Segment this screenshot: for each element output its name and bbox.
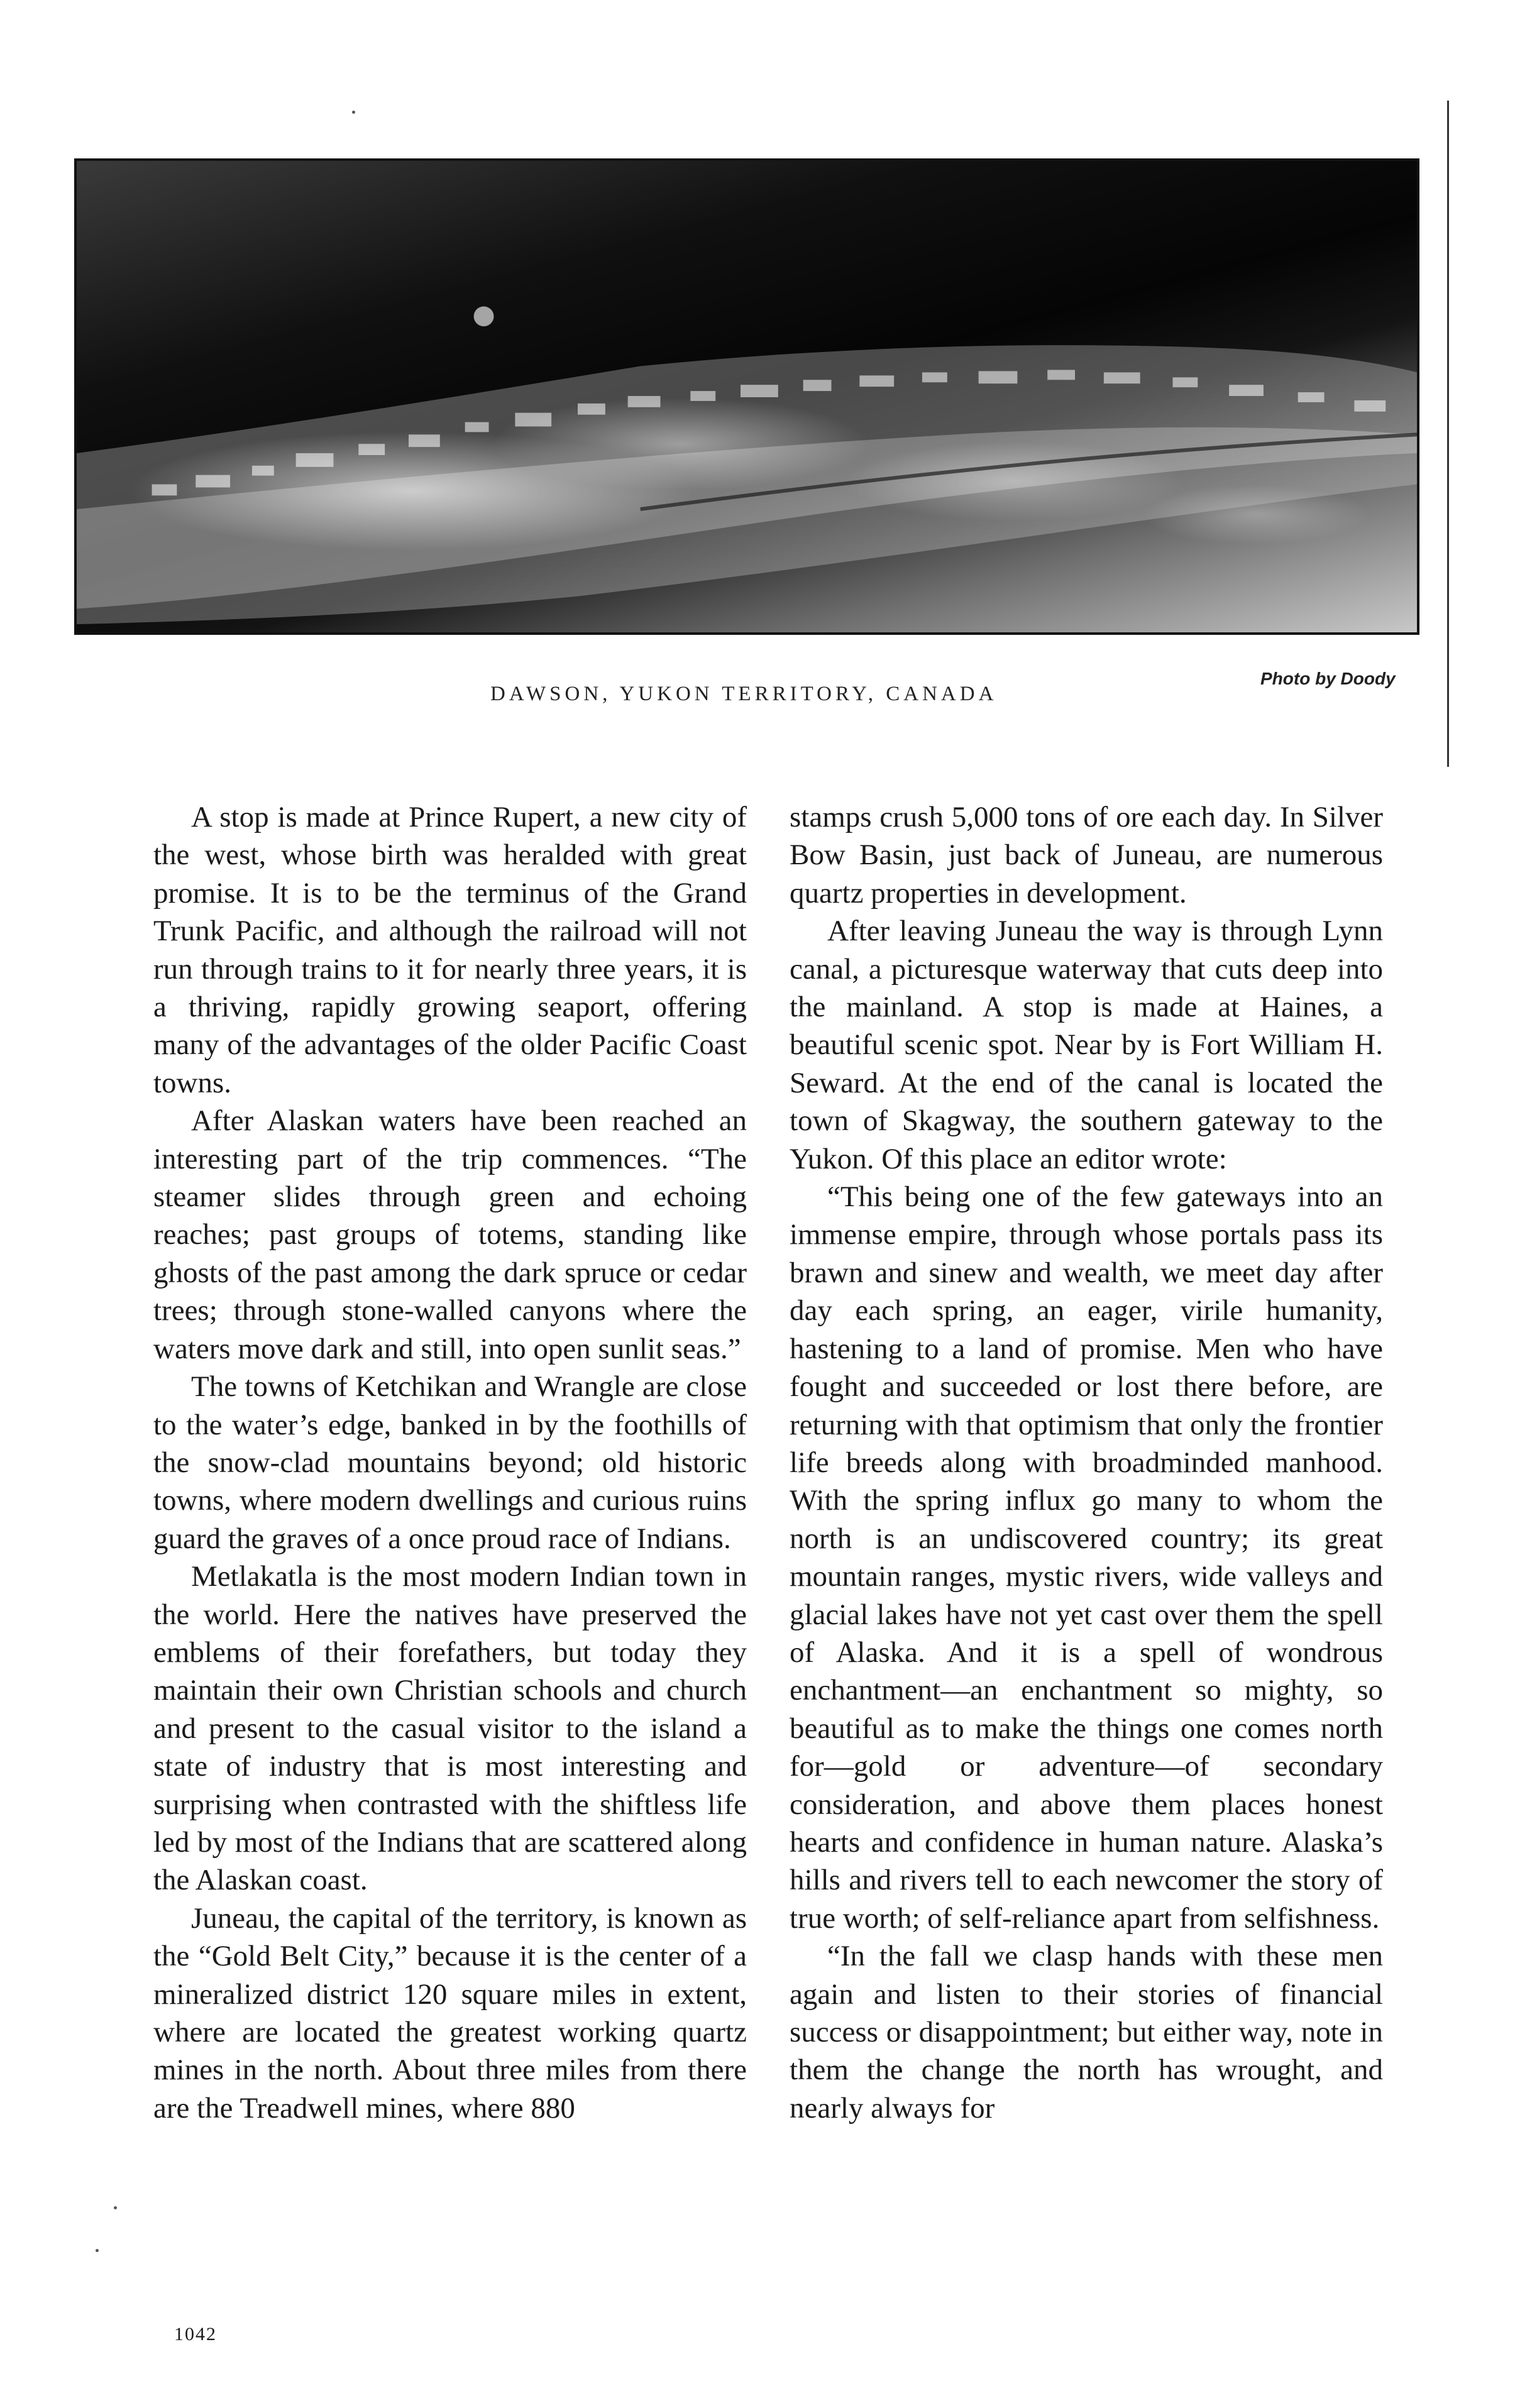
margin-rule [1447, 101, 1449, 767]
left-column [153, 798, 747, 2127]
print-speck [352, 111, 355, 114]
paragraph: The towns of Ketchikan and Wrangle are close to the water’s edge, banked in by the foothills of the snow-clad mountains beyond; old historic towns, where modern dwellings and curious ruins guard the graves of a once proud race of Indians. [153, 1370, 747, 1555]
paragraph: Juneau, the capital of the territory, is known as the “Gold Belt City,” because it is the center of a mineralized district 120 square miles in extent, where are located the greatest working quartz mines in the north. About three miles from there are the Treadwell mines, where 880 [153, 1901, 747, 2125]
town-silhouette [77, 161, 1417, 632]
page-number: 1042 [174, 2324, 217, 2345]
dawson-photograph [74, 158, 1419, 635]
photo-caption: DAWSON, YUKON TERRITORY, CANADA [490, 683, 998, 705]
paragraph: A stop is made at Prince Rupert, a new city of the west, whose birth was heralded with great promise. It is to be the terminus of the Grand Trunk Pacific, and although the railroad will not run through trains to it for nearly three years, it is a thriving, rapidly growing seaport, offering many of the advantages of the older Pacific Coast towns. [153, 801, 747, 1099]
photo-credit: Photo by Doody [1260, 669, 1396, 688]
print-speck [114, 2206, 117, 2209]
paragraph: “In the fall we clasp hands with these men again and listen to their stories of financial success or disappointment; but either way, note in them the change the north has wrought, and nearly always for [790, 1940, 1383, 2125]
paragraph: stamps crush 5,000 tons of ore each day. In Silver Bow Basin, just back of Juneau, are numerous quartz properties in development. [790, 801, 1383, 910]
right-column [790, 798, 1383, 2127]
paragraph: “This being one of the few gateways into an immense empire, through whose portals pass its brawn and sinew and wealth, we meet day after day each spring, an eager, virile humanity, hastening to a land of promise. Men who have fought and succeeded or lost there before, are returning with that optimism that only the frontier life breeds along with broadminded manhood. With the spring influx go many to whom the north is an undiscovered country; its great mountain ranges, mystic rivers, wide valleys and glacial lakes have not yet cast over them the spell of Alaska. And it is a spell of wondrous enchantment—an enchantment so mighty, so beautiful as to make the things one comes north for—gold or adventure—of secondary consideration, and above them places honest hearts and confidence in human nature. Alaska’s hills and rivers tell to each newcomer the story of true worth; of self-reliance apart from selfishness. [790, 1180, 1383, 1935]
print-speck [96, 2249, 99, 2252]
paragraph: After Alaskan waters have been reached an interesting part of the trip commences. “The steamer slides through green and echoing reaches; past groups of totems, standing like ghosts of the past among the dark spruce or cedar trees; through stone-walled canyons where the waters move dark and still, into open sunlit seas.” [153, 1104, 747, 1365]
paragraph: Metlakatla is the most modern Indian town in the world. Here the natives have preserved the emblems of their forefathers, but today they maintain their own Christian schools and church and present to the casual visitor to the island a state of industry that is most interesting and surprising when contrasted with the shiftless life led by most of the Indians that are scattered along the Alaskan coast. [153, 1560, 747, 1897]
paragraph: After leaving Juneau the way is through Lynn canal, a picturesque waterway that cuts deep into the mainland. A stop is made at Haines, a beautiful scenic spot. Near by is Fort William H. Seward. At the end of the canal is located the town of Skagway, the southern gateway to the Yukon. Of this place an editor wrote: [790, 915, 1383, 1175]
